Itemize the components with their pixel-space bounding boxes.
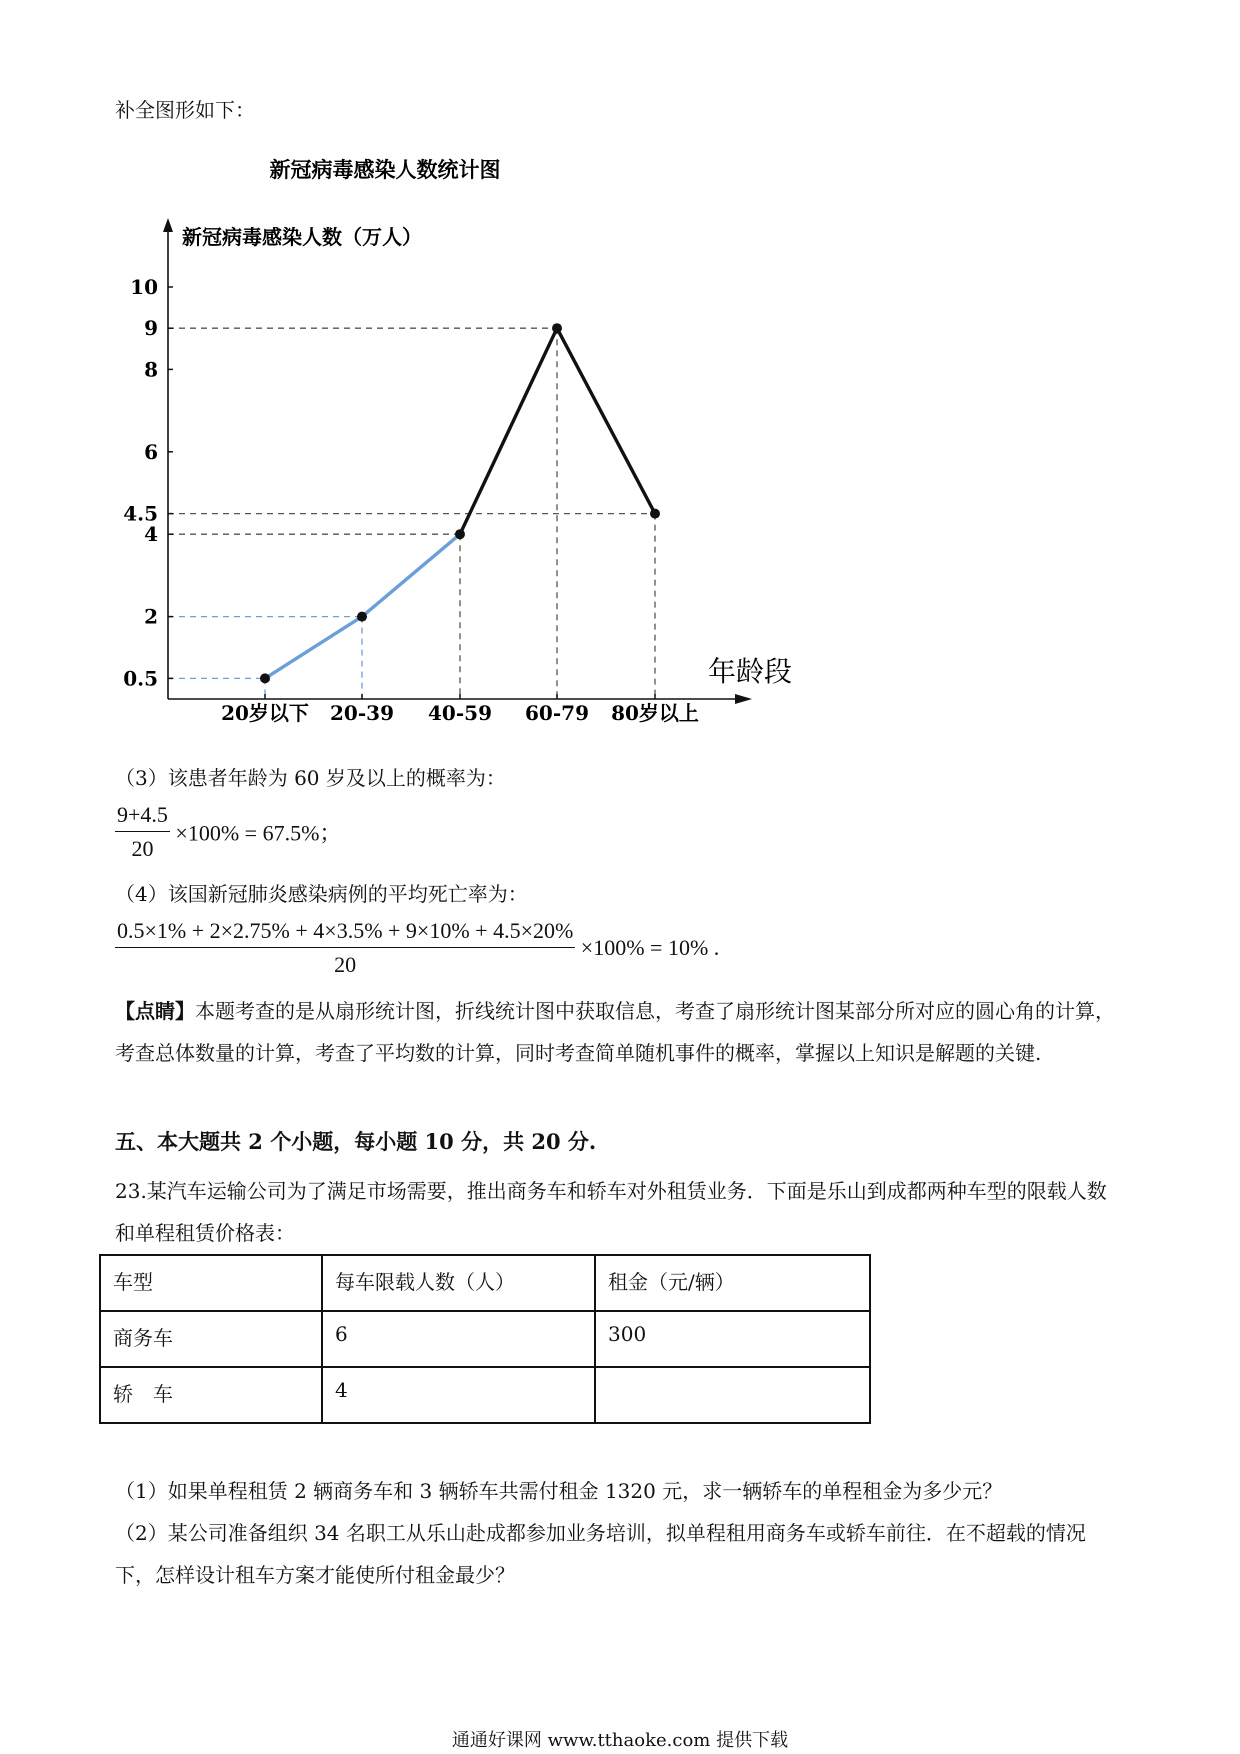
y-axis-label: 新冠病毒感染人数（万人） (182, 225, 422, 249)
table-cell: 6 (322, 1311, 595, 1367)
chart-title: 新冠病毒感染人数统计图 (269, 157, 501, 182)
x-tick-label: 40-59 (428, 701, 492, 725)
table-cell: 商务车 (100, 1311, 322, 1367)
comment-paragraph (115, 990, 1125, 1074)
q4-denominator: 20 (334, 952, 357, 977)
q4-fraction (115, 918, 575, 978)
table-header-row (100, 1255, 870, 1311)
table-row (100, 1311, 870, 1367)
q3-fraction (115, 802, 170, 862)
data-point (552, 323, 562, 333)
x-tick-label: 20-39 (330, 701, 394, 725)
q3-result: ×100% = 67.5%； (175, 820, 342, 846)
table-cell (595, 1367, 870, 1423)
y-tick-label: 9 (144, 316, 158, 341)
data-point (455, 529, 465, 539)
y-tick-label: 8 (144, 357, 158, 382)
x-tick-label: 60-79 (525, 701, 589, 725)
x-tick-label: 20岁以下 (221, 701, 309, 725)
q3-numerator: 9+4.5 (115, 802, 170, 832)
footer-text: 通通好课网 www.tthaoke.com 提供下载 (451, 1730, 789, 1751)
q3-formula (115, 802, 341, 862)
data-point (650, 509, 660, 519)
intro-text: 补全图形如下： (115, 98, 255, 122)
x-axis-arrow (735, 694, 752, 704)
series-line-segment (557, 328, 655, 513)
q4-numerator: 0.5×1% + 2×2.75% + 4×3.5% + 9×10% + 4.5×20% (115, 918, 575, 948)
series-line-segment (362, 534, 460, 616)
y-tick-label: 0.5 (123, 666, 158, 691)
problem-23-sub1: （1）如果单程租赁 2 辆商务车和 3 辆轿车共需付租金 1320 元，求一辆轿车的单程租金为多少元？ (115, 1479, 1003, 1503)
section-heading: 五、本大题共 2 个小题，每小题 10 分，共 20 分. (115, 1129, 597, 1154)
y-axis-arrow (163, 218, 173, 232)
table-header-cell: 每车限载人数（人） (322, 1255, 595, 1311)
q4-label: （4）该国新冠肺炎感染病例的平均死亡率为： (115, 882, 528, 906)
y-tick-label: 4.5 (123, 501, 158, 526)
q4-result: ×100% = 10% . (580, 935, 720, 960)
comment-text: 本题考查的是从扇形统计图，折线统计图中获取信息，考查了扇形统计图某部分所对应的圆心角的计算，考查总体数量的计算，考查了平均数的计算，同时考查简单随机事件的概率，掌握以上知识是解题的关键. (115, 999, 1115, 1065)
data-point (357, 612, 367, 622)
q3-label: （3）该患者年龄为 60 岁及以上的概率为： (115, 766, 506, 790)
data-point (260, 673, 270, 683)
x-tick-label: 80岁以上 (611, 701, 699, 725)
table-cell: 300 (595, 1311, 870, 1367)
x-axis-label: 年龄段 (708, 655, 793, 688)
y-tick-label: 6 (144, 439, 158, 464)
problem-23-sub2: （2）某公司准备组织 34 名职工从乐山赴成都参加业务培训，拟单程租用商务车或轿车前往．在不超载的情况下，怎样设计租车方案才能使所付租金最少？ (115, 1521, 1086, 1587)
y-tick-label: 10 (130, 275, 158, 299)
table-row (100, 1367, 870, 1423)
table-header-cell: 租金（元/辆） (595, 1255, 870, 1311)
table-cell: 4 (322, 1367, 595, 1423)
infection-line-chart (0, 0, 1240, 760)
q3-denominator: 20 (131, 836, 154, 861)
q4-formula (115, 918, 719, 978)
comment-tag: 【点睛】 (115, 999, 195, 1023)
rental-table (99, 1254, 871, 1424)
problem-23-stem: 23.某汽车运输公司为了满足市场需要，推出商务车和轿车对外租赁业务．下面是乐山到成都两种车型的限载人数和单程租赁价格表： (115, 1179, 1107, 1245)
y-tick-label: 2 (144, 604, 158, 629)
table-cell: 轿 车 (100, 1367, 322, 1423)
y-tick-label: 4 (144, 522, 158, 547)
series-line-segment (265, 617, 362, 679)
table-header-cell: 车型 (100, 1255, 322, 1311)
series-line-segment (460, 328, 557, 534)
